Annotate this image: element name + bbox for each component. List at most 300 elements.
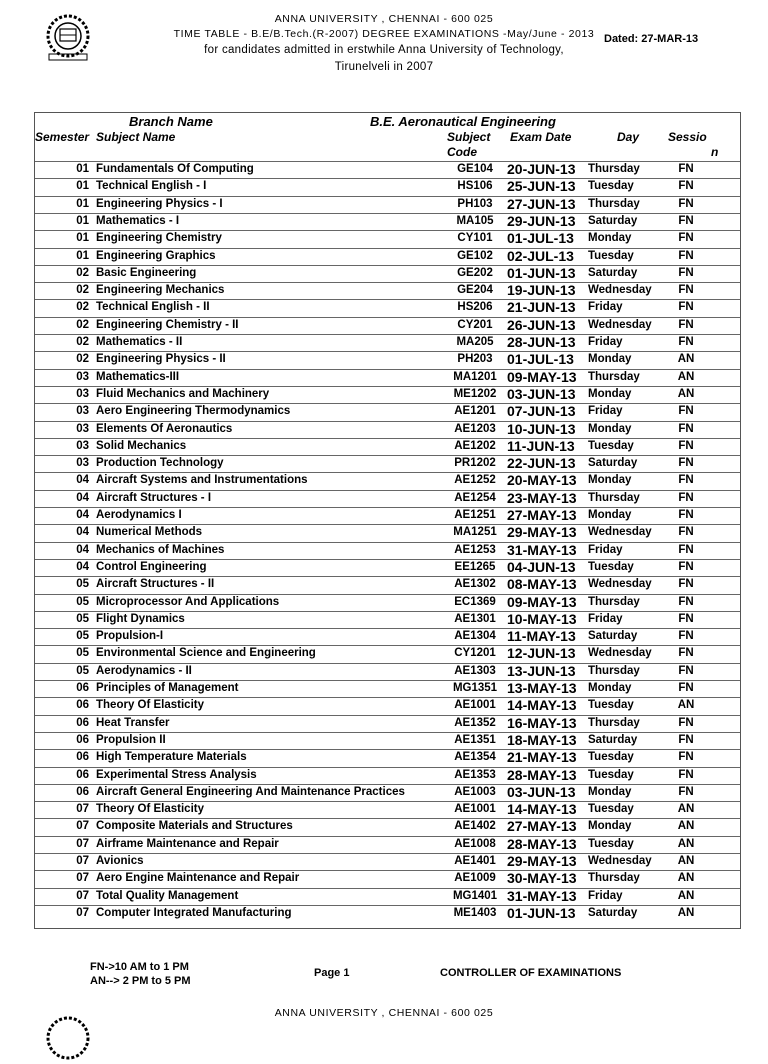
semester-cell: 06 (76, 699, 89, 712)
exam-date-cell: 07-JUN-13 (507, 403, 576, 420)
subject-name-cell: Mathematics - II (96, 336, 183, 348)
session-cell: FN (678, 647, 694, 660)
subject-code-cell: GE204 (457, 284, 493, 297)
day-cell: Tuesday (588, 560, 634, 573)
day-cell: Tuesday (588, 180, 634, 193)
table-row (35, 421, 740, 439)
subject-code-cell: GE202 (457, 266, 493, 279)
semester-cell: 02 (76, 318, 89, 331)
subject-code-cell: AE1202 (454, 439, 496, 452)
subject-name-cell: Solid Mechanics (96, 439, 187, 452)
timetable (34, 112, 741, 929)
header-timetable-title: TIME TABLE - B.E/B.Tech.(R-2007) DEGREE EXAMINATIONS -May/June - 2013 (173, 28, 595, 40)
subject-name-cell: Environmental Science and Engineering (96, 647, 316, 660)
exam-date-cell: 27-JUN-13 (507, 195, 576, 212)
exam-date-cell: 26-JUN-13 (507, 316, 576, 333)
table-row (35, 282, 740, 300)
exam-date-cell: 10-JUN-13 (507, 420, 576, 437)
subject-name-cell: Engineering Physics - I (96, 197, 223, 210)
day-cell: Monday (588, 820, 632, 833)
table-row (35, 818, 740, 836)
semester-cell: 03 (76, 422, 89, 435)
exam-date-cell: 10-MAY-13 (507, 610, 577, 627)
semester-cell: 06 (76, 785, 89, 798)
subject-name-cell: Fluid Mechanics and Machinery (96, 387, 270, 400)
an-timing-note: AN--> 2 PM to 5 PM (90, 975, 191, 987)
exam-date-cell: 22-JUN-13 (507, 455, 576, 472)
session-cell: FN (678, 474, 694, 487)
semester-cell: 04 (76, 509, 89, 521)
next-page-header-university: ANNA UNIVERSITY , CHENNAI - 600 025 (274, 1007, 494, 1019)
subject-name-cell: Engineering Physics - II (96, 353, 226, 366)
branch-name-label: Branch Name (129, 114, 213, 129)
subject-name-cell: Aero Engineering Thermodynamics (96, 405, 291, 418)
exam-date-cell: 28-JUN-13 (507, 334, 576, 350)
table-row (35, 299, 740, 317)
subject-name-cell: Composite Materials and Structures (96, 820, 293, 833)
exam-date-cell: 01-JUN-13 (507, 264, 576, 281)
semester-cell: 02 (76, 284, 89, 297)
subject-code-cell: AE1354 (454, 751, 496, 764)
exam-date-cell: 09-MAY-13 (507, 368, 577, 385)
table-row (35, 542, 740, 560)
table-row (35, 784, 740, 802)
table-row (35, 697, 740, 715)
session-cell: FN (678, 422, 694, 435)
session-cell: FN (678, 266, 694, 279)
semester-cell: 07 (76, 837, 89, 850)
subject-code-cell: ME1403 (453, 906, 497, 919)
day-cell: Saturday (588, 733, 638, 746)
subject-name-cell: Elements Of Aeronautics (96, 422, 233, 435)
day-cell: Thursday (588, 163, 640, 175)
table-row (35, 507, 740, 525)
table-row (35, 680, 740, 698)
subject-code-cell: AE1304 (454, 630, 496, 643)
semester-cell: 05 (76, 578, 89, 591)
session-cell: FN (678, 457, 694, 470)
table-row (35, 559, 740, 577)
subject-code-cell: PR1202 (454, 457, 496, 470)
table-row (35, 576, 740, 594)
subject-name-cell: Engineering Mechanics (96, 284, 225, 297)
semester-cell: 03 (76, 405, 89, 418)
subject-code-cell: GE104 (457, 163, 493, 175)
day-cell: Wednesday (588, 526, 652, 539)
exam-date-cell: 27-MAY-13 (507, 507, 577, 523)
table-row (35, 732, 740, 750)
subject-code-cell: AE1003 (454, 785, 496, 798)
session-cell: FN (678, 439, 694, 452)
col-semester: Semester (35, 130, 90, 144)
subject-name-cell: Aircraft General Engineering And Maintenance Practices (96, 785, 405, 798)
table-row (35, 524, 740, 542)
session-cell: FN (678, 630, 694, 643)
subject-name-cell: Aircraft Structures - I (96, 491, 212, 504)
subject-code-cell: AE1351 (454, 733, 496, 746)
subject-name-cell: Microprocessor And Applications (96, 595, 280, 608)
semester-cell: 01 (76, 214, 89, 227)
semester-cell: 06 (76, 682, 89, 694)
semester-cell: 03 (76, 457, 89, 470)
subject-code-cell: AE1401 (454, 855, 496, 867)
semester-cell: 03 (76, 370, 89, 383)
fn-timing-note: FN->10 AM to 1 PM (90, 961, 189, 973)
col-session-line2: n (711, 145, 719, 159)
session-cell: FN (678, 560, 694, 573)
session-cell: FN (678, 284, 694, 297)
exam-date-cell: 02-JUL-13 (507, 247, 574, 264)
exam-date-cell: 14-MAY-13 (507, 801, 577, 818)
table-row (35, 386, 740, 404)
table-row (35, 161, 740, 179)
day-cell: Saturday (588, 266, 638, 279)
day-cell: Thursday (588, 716, 640, 729)
exam-date-cell: 03-JUN-13 (507, 783, 576, 800)
semester-cell: 01 (76, 249, 89, 262)
subject-code-cell: AE1301 (454, 612, 496, 625)
day-cell: Saturday (588, 214, 638, 227)
day-cell: Tuesday (588, 439, 634, 452)
exam-date-cell: 01-JUL-13 (507, 351, 574, 368)
subject-name-cell: Mechanics of Machines (96, 543, 225, 556)
exam-date-cell: 28-MAY-13 (507, 835, 577, 852)
table-row (35, 767, 740, 785)
session-cell: FN (678, 318, 694, 331)
exam-date-cell: 01-JUL-13 (507, 230, 574, 247)
day-cell: Monday (588, 353, 632, 366)
day-cell: Friday (588, 301, 623, 314)
subject-name-cell: Basic Engineering (96, 266, 197, 279)
subject-name-cell: Engineering Graphics (96, 249, 216, 262)
header-candidates-note: for candidates admitted in erstwhile Anna University of Technology, (204, 44, 564, 56)
day-cell: Saturday (588, 906, 638, 919)
subject-name-cell: High Temperature Materials (96, 751, 247, 764)
table-row (35, 351, 740, 369)
day-cell: Thursday (588, 872, 640, 885)
session-cell: FN (678, 751, 694, 764)
semester-cell: 06 (76, 716, 89, 729)
exam-date-cell: 27-MAY-13 (507, 818, 577, 835)
table-row (35, 403, 740, 421)
exam-date-cell: 25-JUN-13 (507, 178, 576, 195)
session-cell: AN (677, 855, 695, 867)
subject-code-cell: CY101 (457, 232, 493, 245)
semester-cell: 02 (76, 336, 89, 348)
subject-name-cell: Principles of Management (96, 682, 239, 694)
session-cell: FN (678, 405, 694, 418)
exam-date-cell: 20-JUN-13 (507, 161, 576, 177)
day-cell: Friday (588, 612, 623, 625)
subject-code-cell: MA1251 (453, 526, 497, 539)
exam-date-cell: 29-MAY-13 (507, 524, 577, 541)
session-cell: FN (678, 612, 694, 625)
session-cell: FN (678, 578, 694, 591)
semester-cell: 05 (76, 647, 89, 660)
header-university: ANNA UNIVERSITY , CHENNAI - 600 025 (274, 13, 494, 25)
day-cell: Friday (588, 336, 623, 348)
subject-name-cell: Heat Transfer (96, 716, 170, 729)
exam-date-cell: 03-JUN-13 (507, 385, 576, 402)
subject-name-cell: Technical English - I (96, 180, 207, 193)
subject-code-cell: CY1201 (454, 647, 496, 660)
session-cell: FN (678, 249, 694, 262)
subject-name-cell: Aerodynamics - II (96, 664, 192, 677)
subject-code-cell: EE1265 (454, 560, 496, 573)
day-cell: Monday (588, 509, 632, 521)
col-subject-code-line1: Subject (447, 130, 491, 144)
subject-code-cell: PH203 (457, 353, 493, 366)
exam-date-cell: 19-JUN-13 (507, 282, 576, 299)
day-cell: Friday (588, 405, 623, 418)
subject-name-cell: Aircraft Systems and Instrumentations (96, 474, 308, 487)
subject-name-cell: Theory Of Elasticity (96, 803, 205, 816)
session-cell: FN (678, 180, 694, 193)
semester-cell: 02 (76, 301, 89, 314)
semester-cell: 05 (76, 664, 89, 677)
session-cell: FN (678, 336, 694, 348)
exam-date-cell: 29-MAY-13 (507, 853, 577, 869)
session-cell: FN (678, 509, 694, 521)
col-subject-code-line2: Code (447, 145, 477, 159)
subject-code-cell: EC1369 (454, 595, 496, 608)
col-subject-name: Subject Name (96, 130, 176, 144)
subject-code-cell: PH103 (457, 197, 493, 210)
exam-date-cell: 29-JUN-13 (507, 212, 576, 229)
subject-name-cell: Aircraft Structures - II (96, 578, 215, 591)
subject-name-cell: Engineering Chemistry - II (96, 318, 239, 331)
day-cell: Monday (588, 232, 632, 245)
table-row (35, 611, 740, 629)
day-cell: Tuesday (588, 751, 634, 764)
subject-code-cell: AE1201 (454, 405, 496, 418)
subject-code-cell: AE1203 (454, 422, 496, 435)
table-row (35, 334, 740, 352)
semester-cell: 01 (76, 180, 89, 193)
session-cell: AN (677, 370, 695, 383)
subject-name-cell: Airframe Maintenance and Repair (96, 837, 279, 850)
day-cell: Saturday (588, 457, 638, 470)
day-cell: Thursday (588, 664, 640, 677)
exam-date-cell: 13-JUN-13 (507, 662, 576, 679)
subject-code-cell: MG1351 (452, 682, 498, 694)
university-logo-icon (44, 1016, 92, 1064)
table-row (35, 455, 740, 473)
day-cell: Tuesday (588, 699, 634, 712)
session-cell: AN (677, 889, 695, 902)
subject-code-cell: AE1302 (454, 578, 496, 591)
branch-name-value: B.E. Aeronautical Engineering (370, 114, 556, 129)
table-row (35, 230, 740, 248)
semester-cell: 07 (76, 803, 89, 816)
exam-date-cell: 31-MAY-13 (507, 887, 577, 904)
subject-code-cell: AE1352 (454, 716, 496, 729)
subject-code-cell: ME1202 (453, 387, 497, 400)
table-row (35, 438, 740, 456)
subject-code-cell: AE1402 (454, 820, 496, 833)
session-cell: AN (677, 699, 695, 712)
session-cell: AN (677, 837, 695, 850)
subject-code-cell: MA205 (456, 336, 494, 348)
semester-cell: 06 (76, 733, 89, 746)
subject-name-cell: Control Engineering (96, 560, 207, 573)
subject-name-cell: Aerodynamics I (96, 509, 182, 521)
col-session-line1: Sessio (668, 130, 707, 144)
day-cell: Wednesday (588, 647, 652, 660)
exam-date-cell: 11-JUN-13 (507, 437, 575, 454)
table-row (35, 645, 740, 663)
subject-name-cell: Flight Dynamics (96, 612, 185, 625)
session-cell: FN (678, 526, 694, 539)
day-cell: Tuesday (588, 803, 634, 816)
exam-date-cell: 09-MAY-13 (507, 593, 577, 610)
col-exam-date: Exam Date (510, 130, 572, 144)
session-cell: AN (677, 906, 695, 919)
subject-name-cell: Engineering Chemistry (96, 232, 222, 245)
col-day: Day (617, 130, 640, 144)
table-row (35, 853, 740, 871)
table-row (35, 836, 740, 854)
exam-date-cell: 12-JUN-13 (507, 645, 576, 662)
subject-code-cell: HS206 (457, 301, 493, 314)
subject-name-cell: Mathematics-III (96, 370, 180, 383)
subject-name-cell: Total Quality Management (96, 889, 239, 902)
table-row (35, 178, 740, 196)
header-location: Tirunelveli in 2007 (334, 61, 434, 73)
exam-date-cell: 21-JUN-13 (507, 299, 576, 316)
subject-name-cell: Technical English - II (96, 301, 210, 314)
table-row (35, 490, 740, 508)
session-cell: FN (678, 768, 694, 781)
subject-name-cell: Production Technology (96, 457, 224, 470)
semester-cell: 04 (76, 474, 89, 487)
day-cell: Thursday (588, 370, 640, 383)
day-cell: Tuesday (588, 768, 634, 781)
day-cell: Monday (588, 474, 632, 487)
subject-code-cell: HS106 (457, 180, 493, 193)
table-row (35, 663, 740, 681)
subject-code-cell: CY201 (457, 318, 493, 331)
exam-date-cell: 11-MAY-13 (507, 628, 576, 645)
table-row (35, 594, 740, 612)
day-cell: Monday (588, 785, 632, 798)
day-cell: Monday (588, 387, 632, 400)
session-cell: FN (678, 163, 694, 175)
subject-code-cell: AE1001 (454, 803, 496, 816)
exam-date-cell: 31-MAY-13 (507, 541, 577, 558)
exam-date-cell: 04-JUN-13 (507, 558, 576, 575)
subject-name-cell: Computer Integrated Manufacturing (96, 906, 292, 919)
semester-cell: 02 (76, 266, 89, 279)
session-cell: AN (677, 803, 695, 816)
subject-code-cell: AE1251 (454, 509, 496, 521)
table-row (35, 628, 740, 646)
session-cell: FN (678, 232, 694, 245)
session-cell: FN (678, 491, 694, 504)
semester-cell: 07 (76, 855, 89, 867)
subject-code-cell: GE102 (457, 249, 493, 262)
semester-cell: 07 (76, 906, 89, 919)
semester-cell: 03 (76, 387, 89, 400)
table-row (35, 248, 740, 266)
day-cell: Tuesday (588, 249, 634, 262)
table-row (35, 801, 740, 819)
exam-date-cell: 21-MAY-13 (507, 749, 577, 766)
exam-date-cell: 14-MAY-13 (507, 697, 577, 714)
session-cell: FN (678, 733, 694, 746)
day-cell: Monday (588, 422, 632, 435)
semester-cell: 04 (76, 543, 89, 556)
session-cell: FN (678, 682, 694, 694)
subject-code-cell: AE1353 (454, 768, 496, 781)
semester-cell: 05 (76, 595, 89, 608)
exam-date-cell: 08-MAY-13 (507, 576, 577, 593)
subject-code-cell: MA105 (456, 214, 494, 227)
session-cell: FN (678, 543, 694, 556)
session-cell: FN (678, 716, 694, 729)
table-row (35, 749, 740, 767)
semester-cell: 04 (76, 560, 89, 573)
subject-code-cell: AE1008 (454, 837, 496, 850)
subject-name-cell: Fundamentals Of Computing (96, 163, 254, 175)
session-cell: FN (678, 785, 694, 798)
day-cell: Thursday (588, 197, 640, 210)
semester-cell: 04 (76, 526, 89, 539)
table-row (35, 888, 740, 906)
semester-cell: 01 (76, 163, 89, 175)
subject-name-cell: Mathematics - I (96, 214, 180, 227)
semester-cell: 05 (76, 630, 89, 643)
exam-date-cell: 28-MAY-13 (507, 766, 577, 783)
session-cell: AN (677, 872, 695, 885)
table-row (35, 196, 740, 214)
subject-name-cell: Theory Of Elasticity (96, 699, 205, 712)
semester-cell: 07 (76, 820, 89, 833)
semester-cell: 03 (76, 439, 89, 452)
exam-date-cell: 23-MAY-13 (507, 489, 577, 506)
day-cell: Friday (588, 889, 623, 902)
subject-code-cell: MG1401 (452, 889, 498, 902)
table-row (35, 715, 740, 733)
subject-name-cell: Numerical Methods (96, 526, 203, 539)
subject-code-cell: AE1253 (454, 543, 496, 556)
table-row (35, 213, 740, 231)
session-cell: AN (677, 387, 695, 400)
day-cell: Monday (588, 682, 632, 694)
session-cell: FN (678, 301, 694, 314)
semester-cell: 06 (76, 751, 89, 764)
controller-of-examinations: CONTROLLER OF EXAMINATIONS (440, 967, 622, 979)
table-row (35, 905, 740, 923)
semester-cell: 01 (76, 197, 89, 210)
day-cell: Wednesday (588, 855, 652, 867)
exam-date-cell: 13-MAY-13 (507, 680, 577, 696)
session-cell: AN (677, 353, 695, 366)
semester-cell: 07 (76, 872, 89, 885)
day-cell: Wednesday (588, 284, 652, 297)
subject-code-cell: AE1254 (454, 491, 496, 504)
table-row (35, 472, 740, 490)
subject-code-cell: MA1201 (453, 370, 497, 383)
subject-code-cell: AE1252 (454, 474, 496, 487)
day-cell: Thursday (588, 491, 640, 504)
day-cell: Friday (588, 543, 623, 556)
session-cell: FN (678, 197, 694, 210)
exam-date-cell: 30-MAY-13 (507, 870, 577, 887)
session-cell: FN (678, 664, 694, 677)
subject-name-cell: Propulsion II (96, 733, 166, 746)
session-cell: FN (678, 595, 694, 608)
